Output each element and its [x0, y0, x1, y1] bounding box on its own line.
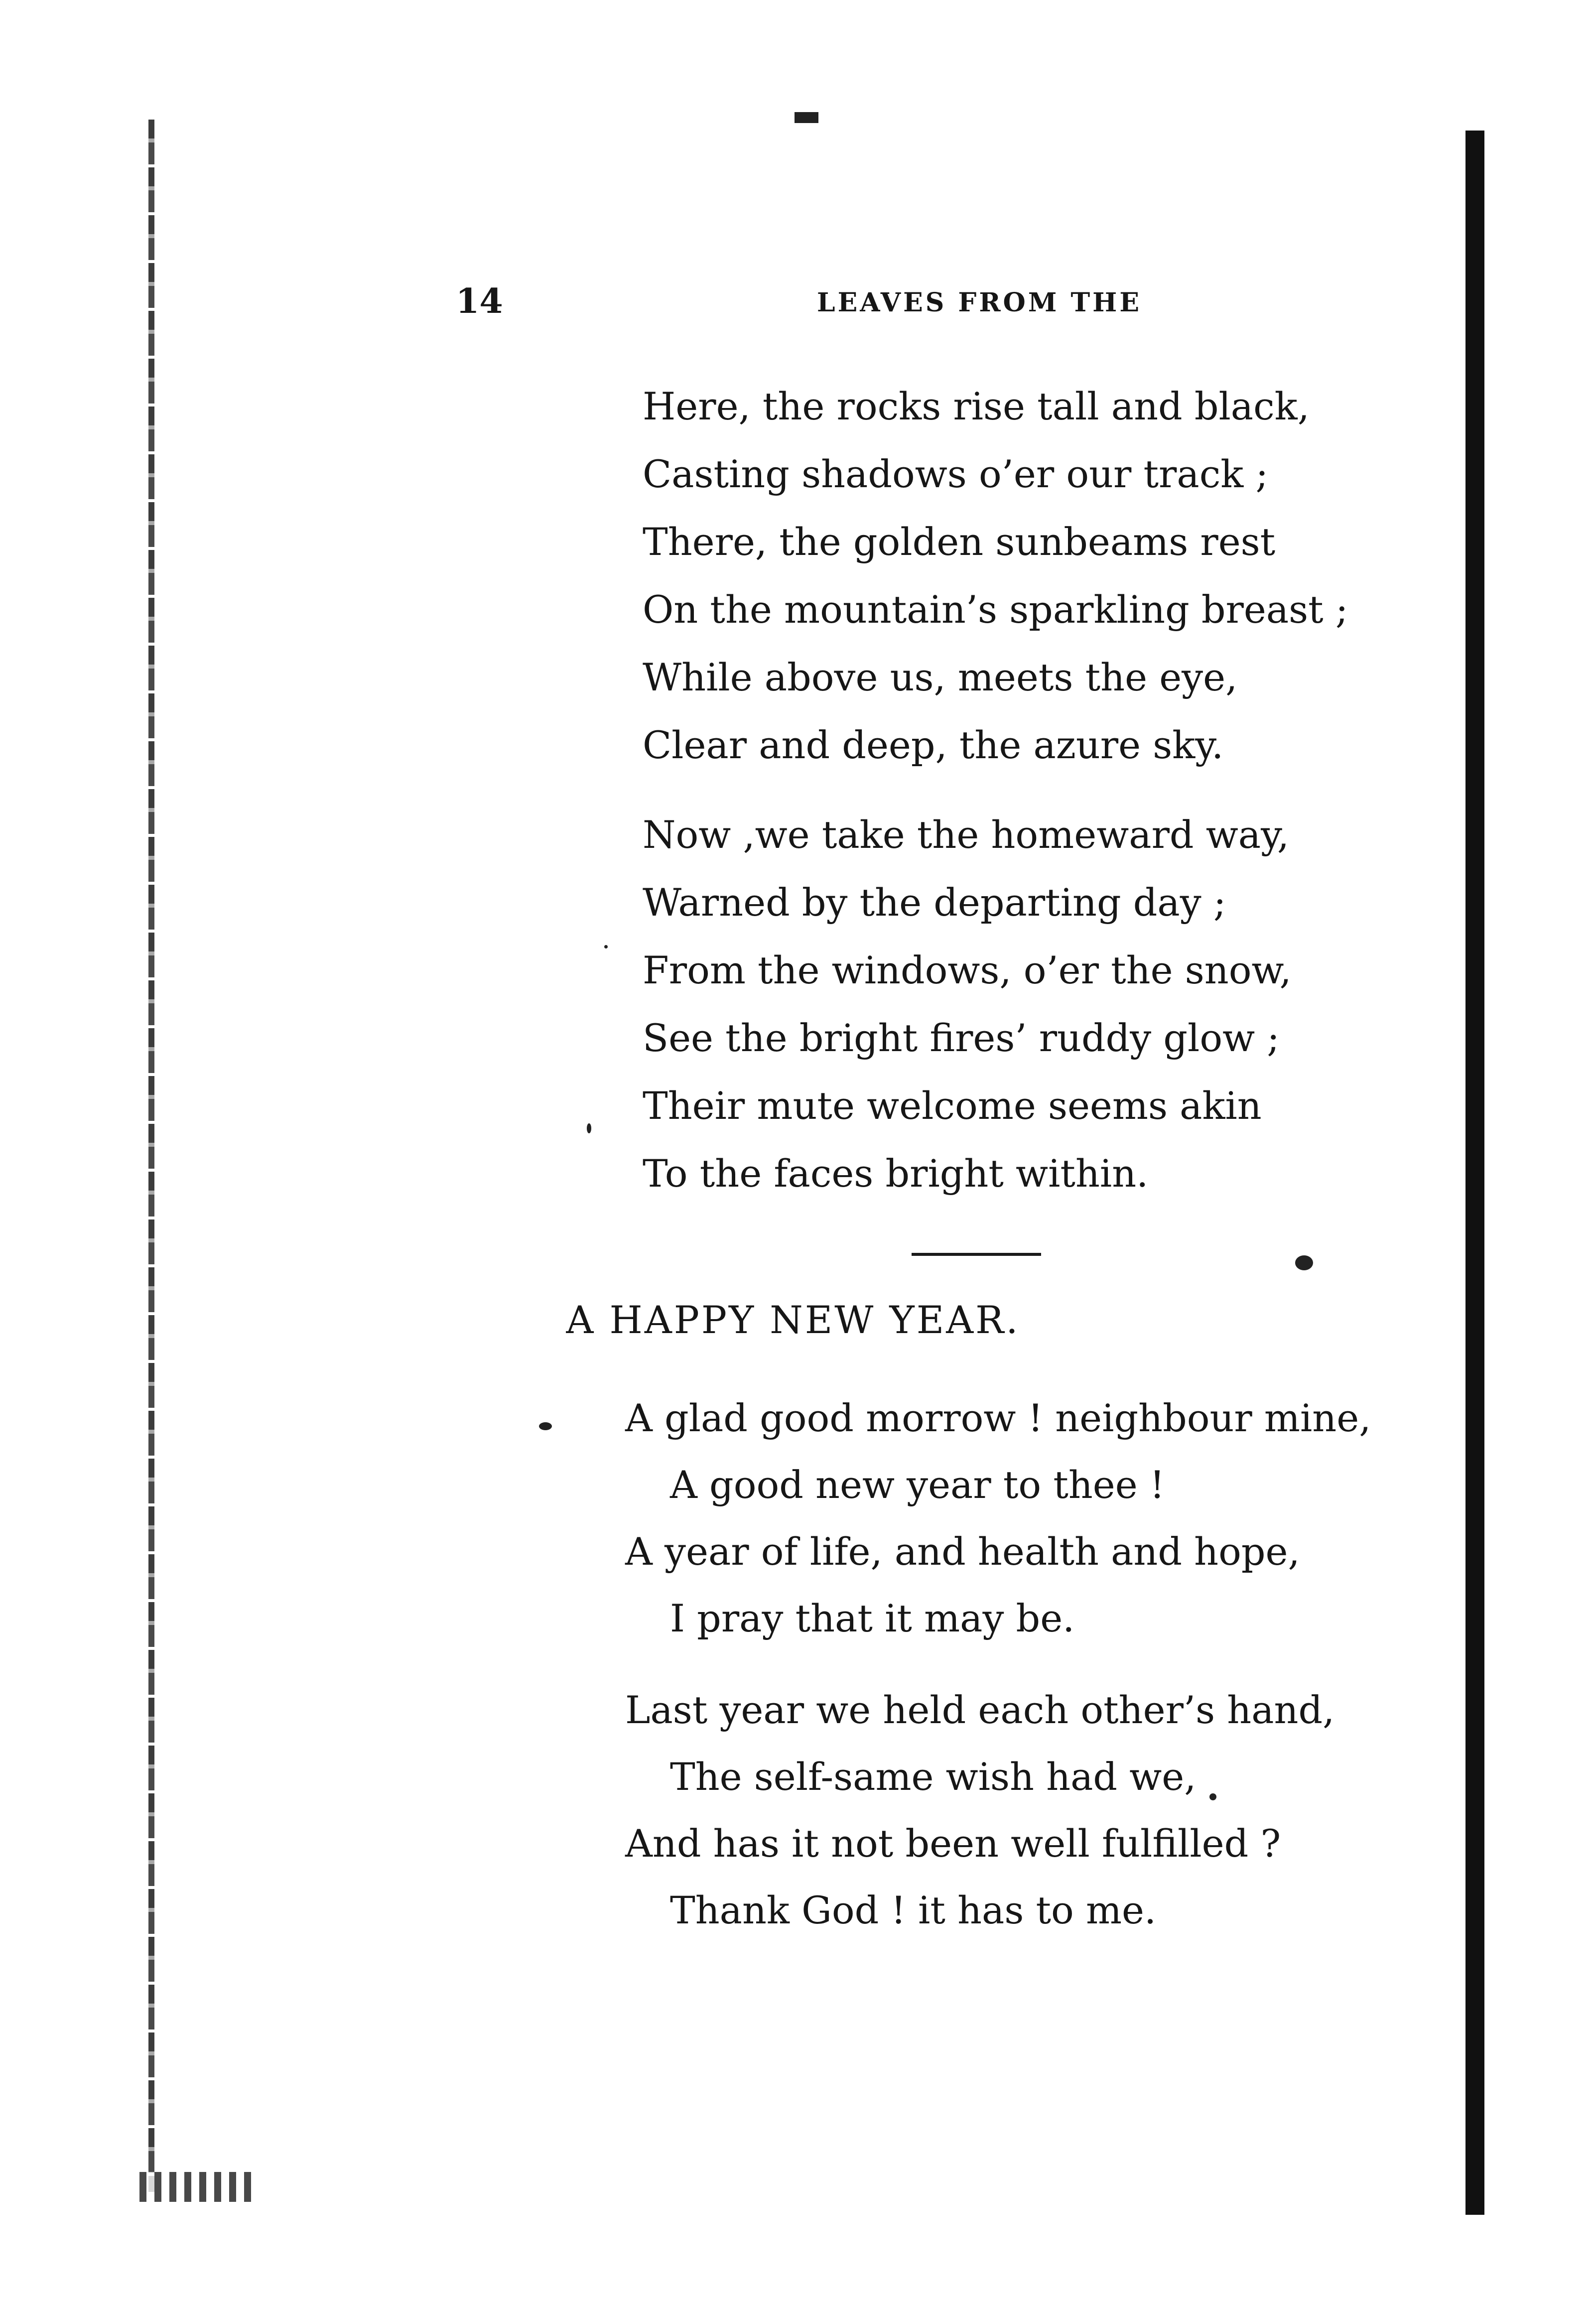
verse-line: And has it not been well fulfilled ?	[625, 1821, 1281, 1866]
stanza	[625, 1677, 1472, 1944]
section-divider	[912, 1253, 1041, 1256]
running-head-title: LEAVES FROM THE	[817, 287, 1142, 318]
scan-speck	[1209, 1793, 1216, 1800]
scan-speck	[1295, 1255, 1313, 1270]
verse-line: Casting shadows o’er our track ;	[643, 452, 1269, 496]
scan-speck	[587, 1123, 591, 1133]
scan-edge-bottom	[139, 2172, 254, 2202]
verse-line-indented: I pray that it may be.	[670, 1596, 1075, 1640]
verse-line-indented: A good new year to thee !	[670, 1463, 1165, 1507]
verse-line: To the faces bright within.	[643, 1151, 1149, 1196]
verse-line: A year of life, and health and hope,	[625, 1529, 1300, 1574]
poem-title-text: A HAPPY NEW YEAR.	[566, 1298, 1020, 1342]
scan-speck	[604, 945, 608, 948]
stanza	[643, 373, 1440, 779]
stanza	[643, 801, 1440, 1208]
verse-line: A glad good morrow ! neighbour mine,	[625, 1396, 1371, 1440]
verse-line: While above us, meets the eye,	[643, 655, 1238, 699]
page-number: 14	[456, 281, 503, 321]
stanza	[625, 1385, 1472, 1652]
verse-line: Now ,we take the homeward way,	[643, 812, 1290, 857]
poem-title	[0, 1295, 1596, 1345]
printer-mark	[795, 112, 818, 123]
verse-line: Their mute welcome seems akin	[643, 1083, 1262, 1128]
scan-speck	[539, 1422, 552, 1430]
verse-line: From the windows, o’er the snow,	[643, 948, 1292, 992]
verse-line-indented: The self-same wish had we,	[670, 1755, 1197, 1799]
verse-line: On the mountain’s sparkling breast ;	[643, 587, 1348, 632]
verse-line: Last year we held each other’s hand,	[625, 1688, 1335, 1732]
scan-edge-left	[148, 120, 154, 2192]
verse-line: Here, the rocks rise tall and black,	[643, 384, 1310, 428]
verse-line: See the bright fires’ ruddy glow ;	[643, 1016, 1280, 1060]
verse-line: Clear and deep, the azure sky.	[643, 723, 1224, 767]
running-head	[0, 281, 1596, 321]
verse-line-indented: Thank God ! it has to me.	[670, 1888, 1157, 1932]
verse-line: There, the golden sunbeams rest	[643, 520, 1276, 564]
verse-line: Warned by the departing day ;	[643, 880, 1226, 925]
